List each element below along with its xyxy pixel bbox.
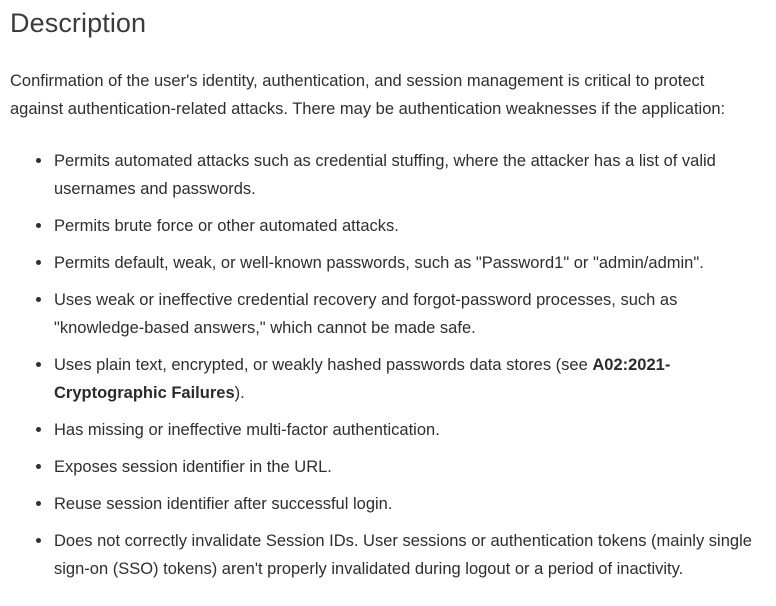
list-item-text: Exposes session identifier in the URL.: [54, 458, 332, 477]
description-paragraph: Confirmation of the user's identity, authentication, and session management is critical to protect against authentication-related attacks. There may be authentication weaknesses if the application:: [10, 72, 726, 119]
list-item: [36, 286, 766, 342]
list-item: [36, 147, 766, 203]
list-item: [36, 490, 766, 518]
list-item-text: Uses plain text, encrypted, or weakly hashed passwords data stores (see: [54, 356, 593, 375]
list-item: [36, 416, 766, 444]
list-item: [36, 527, 766, 583]
list-item-text: Does not correctly invalidate Session IDs. User sessions or authentication tokens (mainly single sign-on (SSO) tokens) aren't properly invalidated during logout or a period of inactivity.: [54, 532, 752, 579]
list-item: [36, 351, 766, 407]
list-item: [36, 212, 766, 240]
reference-link[interactable]: A02:2021-Cryptographic Failures: [54, 356, 671, 403]
list-item-text: Permits automated attacks such as credential stuffing, where the attacker has a list of valid usernames and passwords.: [54, 152, 716, 199]
list-item-text: Has missing or ineffective multi-factor authentication.: [54, 421, 440, 440]
weakness-list: [10, 147, 766, 583]
list-item-text: Permits brute force or other automated attacks.: [54, 217, 399, 236]
list-item: [36, 249, 766, 277]
list-item-text-suffix: ).: [234, 384, 245, 403]
list-item: [36, 453, 766, 481]
list-item-text: Uses weak or ineffective credential recovery and forgot-password processes, such as "knowledge-based answers," which cannot be made safe.: [54, 291, 678, 338]
list-item-text: Permits default, weak, or well-known passwords, such as "Password1" or "admin/admin".: [54, 254, 704, 273]
list-item-text: Reuse session identifier after successful login.: [54, 495, 393, 514]
page-title: Description: [10, 8, 147, 38]
